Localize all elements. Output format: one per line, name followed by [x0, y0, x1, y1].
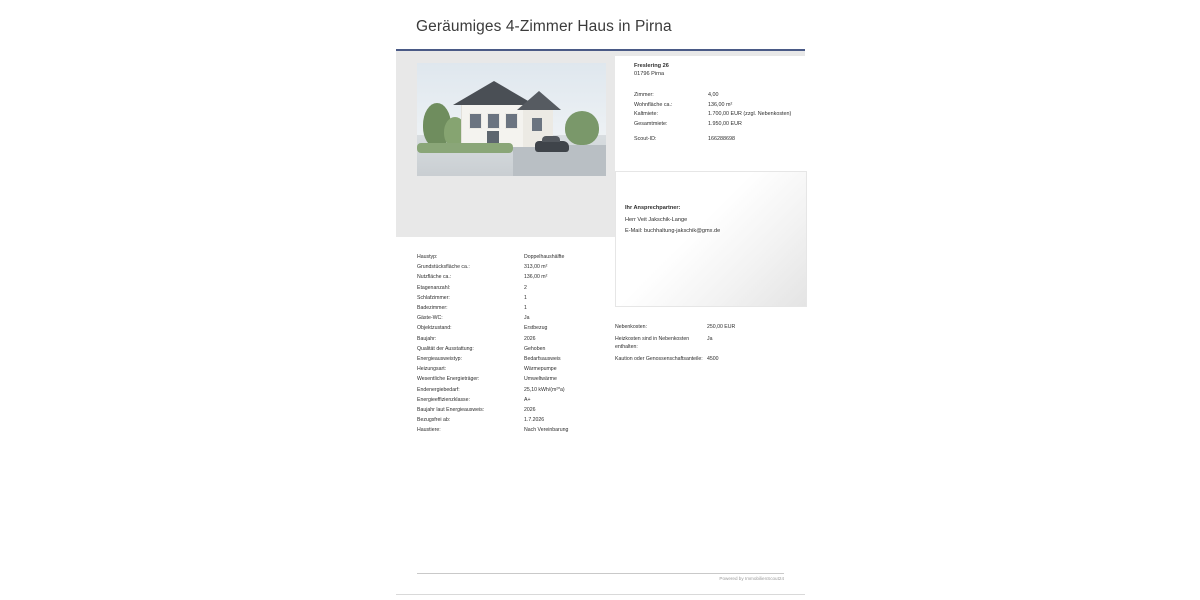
table-row [615, 335, 800, 352]
page-title: Geräumiges 4-Zimmer Haus in Pirna [416, 18, 672, 35]
detail-key: Heizungsart: [417, 366, 447, 373]
contact-name: Herr Veit Jakschik-Lange [625, 216, 688, 223]
detail-value: 136,00 m² [524, 274, 548, 281]
cost-value: Ja [707, 335, 713, 342]
detail-value: 2026 [524, 407, 536, 414]
table-row [417, 252, 602, 262]
detail-key: Wesentliche Energieträger: [417, 376, 480, 383]
detail-value: Erstbezug [524, 325, 548, 332]
summary-key: Wohnfläche ca.: [634, 101, 673, 108]
summary-value: 1.950,00 EUR [708, 120, 742, 127]
cost-key: Kaution oder Genossenschaftsanteile: [615, 355, 703, 362]
house-exterior-photo [417, 63, 606, 176]
table-row [417, 354, 602, 364]
tree-icon [565, 111, 599, 145]
detail-key: Objektzustand: [417, 325, 452, 332]
detail-key: Nutzfläche ca.: [417, 274, 452, 281]
table-row [417, 374, 602, 384]
contact-details [625, 203, 720, 238]
table-row [634, 110, 794, 120]
detail-key: Etagenanzahl: [417, 284, 451, 291]
scout-id-row [634, 136, 794, 142]
document-sheet [396, 0, 805, 600]
table-row [417, 385, 602, 395]
detail-value: Wärmepumpe [524, 366, 557, 373]
cost-key: Heizkosten sind in Nebenkosten enthalten: [615, 335, 690, 351]
table-row [417, 313, 602, 323]
page-gutter-left [0, 0, 396, 600]
scout-id-label: Scout-ID: [634, 136, 657, 142]
detail-value: Ja [524, 315, 530, 322]
window-icon [487, 113, 500, 129]
detail-key: Baujahr laut Energieausweis: [417, 407, 485, 414]
detail-key: Baujahr: [417, 335, 437, 342]
detail-value: 2 [524, 284, 527, 291]
car-icon [535, 141, 569, 152]
contact-card [615, 171, 807, 307]
detail-key: Schlafzimmer: [417, 294, 450, 301]
table-row [615, 323, 800, 332]
detail-key: Grundstücksfläche ca.: [417, 264, 470, 271]
detail-key: Energieausweistyp: [417, 356, 462, 363]
table-row [417, 334, 602, 344]
detail-value: 313,00 m² [524, 264, 548, 271]
summary-key: Kaltmiete: [634, 111, 658, 118]
detail-value: Gehoben [524, 345, 546, 352]
window-icon [505, 113, 518, 129]
summary-value: 136,00 m² [708, 101, 733, 108]
table-row [417, 283, 602, 293]
address-city: 01796 Pirna [634, 71, 665, 77]
table-row [417, 303, 602, 313]
table-row [417, 272, 602, 282]
summary-table [634, 91, 794, 129]
summary-key: Zimmer: [634, 92, 654, 98]
footer-divider [417, 573, 784, 574]
house-roof-secondary [517, 91, 561, 110]
window-icon [531, 117, 543, 132]
table-row [417, 262, 602, 272]
summary-key: Gesamtmiete: [634, 120, 668, 127]
table-row [417, 405, 602, 415]
table-row [417, 293, 602, 303]
table-row [417, 323, 602, 333]
table-row [634, 120, 794, 130]
summary-value: 4,00 [708, 92, 719, 98]
address-street: Freslering 26 [634, 63, 669, 69]
contact-email: E-Mail: buchhaltung-jakschik@gmx.de [625, 228, 721, 234]
table-row [417, 364, 602, 374]
detail-key: Bezugsfrei ab: [417, 417, 451, 424]
detail-value: Umweltwärme [524, 376, 557, 383]
detail-value: 1 [524, 305, 527, 312]
address-block [634, 62, 669, 78]
costs-table [615, 323, 800, 366]
detail-value: 25,10 kWh/(m²*a) [524, 386, 565, 393]
detail-value: Nach Vereinbarung [524, 427, 569, 434]
detail-key: Qualität der Ausstattung: [417, 345, 474, 352]
detail-value: 1.7.2026 [524, 417, 545, 424]
table-row [417, 395, 602, 405]
details-table [417, 252, 602, 436]
table-row [417, 425, 602, 435]
detail-value: A+ [524, 396, 531, 403]
cost-value: 250,00 EUR [707, 324, 736, 330]
detail-value: 2026 [524, 335, 536, 342]
detail-key: Haustiere: [417, 427, 441, 434]
table-row [417, 344, 602, 354]
page-gutter-right [805, 0, 1200, 600]
detail-value: Doppelhaushälfte [524, 254, 565, 260]
scout-id-value: 166288698 [708, 136, 735, 142]
next-page-edge [396, 594, 805, 600]
detail-value: 1 [524, 294, 527, 301]
cost-key: Nebenkosten: [615, 324, 648, 330]
detail-key: Energieeffizienzklasse: [417, 396, 470, 403]
table-row [634, 101, 794, 111]
footer-note: Powered by ImmobilienScout24 [719, 576, 784, 581]
detail-key: Badezimmer: [417, 305, 448, 312]
detail-key: Gäste-WC: [417, 315, 443, 322]
summary-value: 1.700,00 EUR (zzgl. Nebenkosten) [708, 111, 792, 118]
table-row [615, 355, 800, 364]
table-row [417, 415, 602, 425]
detail-value: Bedarfsausweis [524, 356, 561, 363]
table-row [634, 91, 794, 101]
detail-key: Endenergiebedarf: [417, 386, 460, 393]
detail-key: Haustyp: [417, 254, 438, 260]
hedge-shape [417, 143, 513, 153]
cost-value: 4500 [707, 355, 719, 362]
window-icon [469, 113, 482, 129]
contact-heading: Ihr Ansprechpartner: [625, 205, 681, 211]
